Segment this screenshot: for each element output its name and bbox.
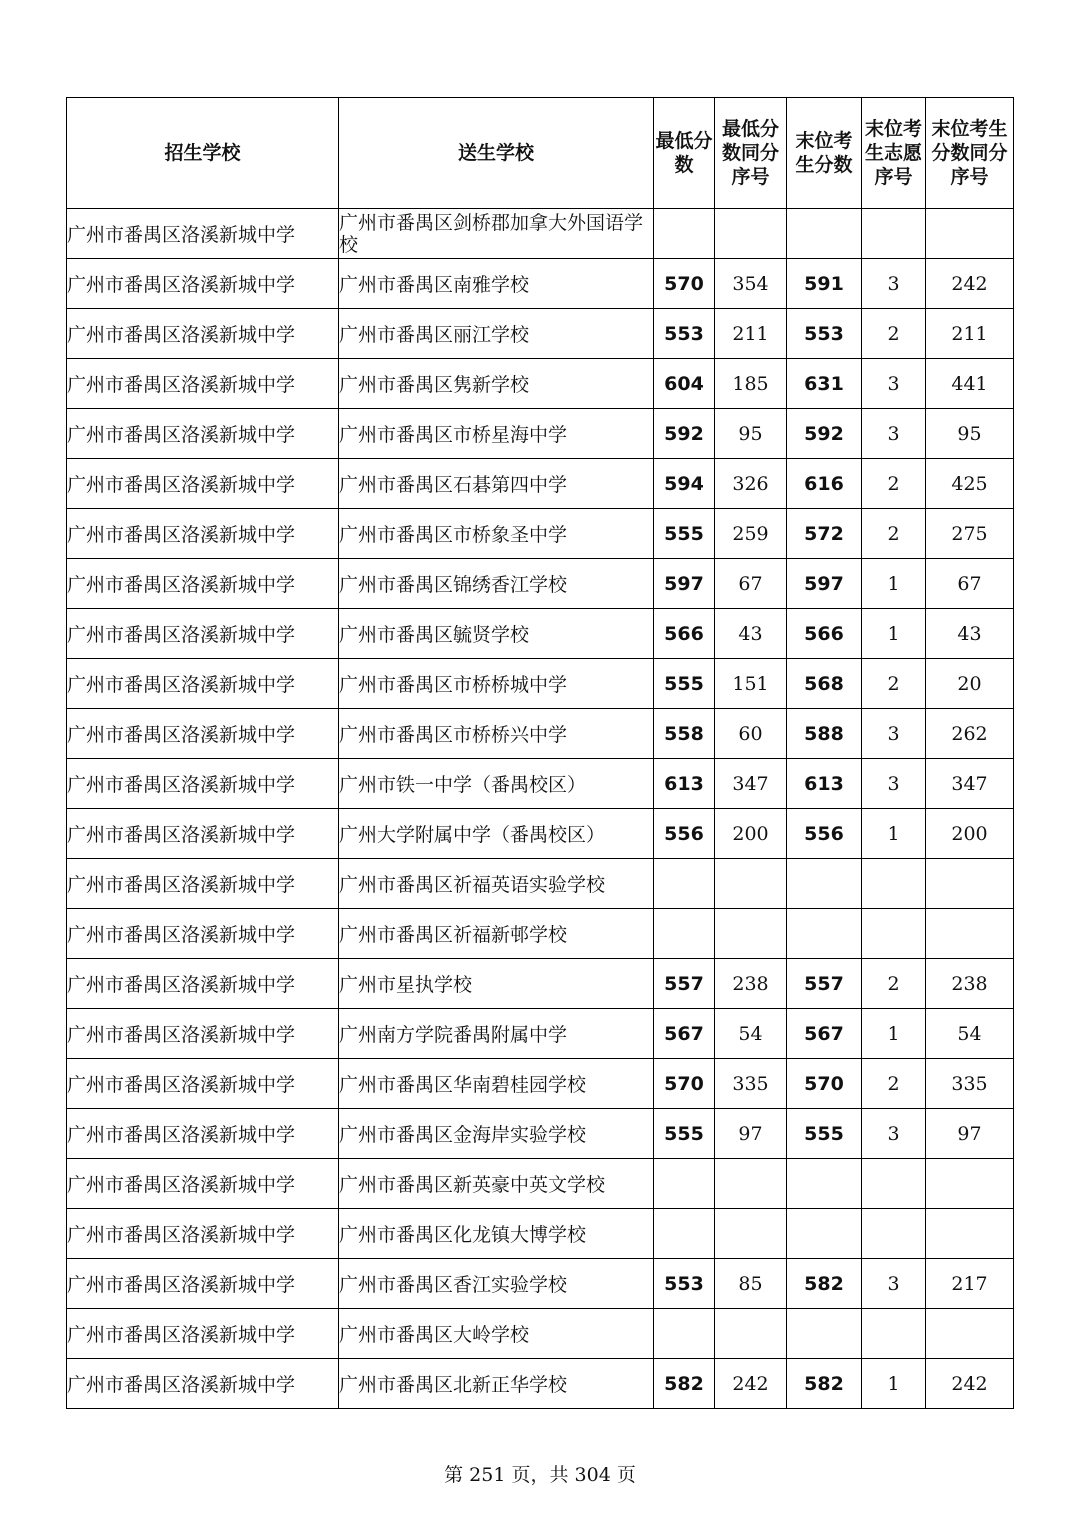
- send-school-cell: 广州市番禺区锦绣香江学校: [339, 559, 654, 609]
- table-row: [67, 1059, 1014, 1109]
- last-score-rank-cell: 67: [926, 559, 1014, 609]
- min-score-cell: [654, 209, 715, 259]
- last-pref-rank-cell: 3: [862, 759, 926, 809]
- send-school-cell: 广州大学附属中学（番禺校区）: [339, 809, 654, 859]
- table-row: [67, 709, 1014, 759]
- min-score-cell: 592: [654, 409, 715, 459]
- table-row: [67, 409, 1014, 459]
- last-pref-rank-cell: 2: [862, 959, 926, 1009]
- recv-school-cell: 广州市番禺区洛溪新城中学: [67, 359, 339, 409]
- send-school-cell: 广州市番禺区市桥桥兴中学: [339, 709, 654, 759]
- min-score-cell: 555: [654, 659, 715, 709]
- recv-school-cell: 广州市番禺区洛溪新城中学: [67, 259, 339, 309]
- last-score-rank-cell: [926, 859, 1014, 909]
- send-school-cell: 广州市番禺区市桥桥城中学: [339, 659, 654, 709]
- last-pref-rank-cell: 1: [862, 559, 926, 609]
- last-score-cell: 588: [787, 709, 862, 759]
- min-score-cell: 566: [654, 609, 715, 659]
- recv-school-cell: 广州市番禺区洛溪新城中学: [67, 409, 339, 459]
- last-pref-rank-cell: 3: [862, 359, 926, 409]
- last-score-rank-cell: [926, 1309, 1014, 1359]
- last-pref-rank-cell: [862, 859, 926, 909]
- last-score-cell: 597: [787, 559, 862, 609]
- send-school-cell: 广州市铁一中学（番禺校区）: [339, 759, 654, 809]
- last-pref-rank-cell: 3: [862, 259, 926, 309]
- min-score-cell: [654, 1309, 715, 1359]
- table-row: [67, 1009, 1014, 1059]
- min-score-rank-cell: 97: [715, 1109, 787, 1159]
- send-school-cell: 广州市番禺区化龙镇大博学校: [339, 1209, 654, 1259]
- last-score-cell: 568: [787, 659, 862, 709]
- header-row: [67, 98, 1014, 209]
- last-score-cell: [787, 1309, 862, 1359]
- last-pref-rank-cell: 1: [862, 1009, 926, 1059]
- min-score-rank-cell: [715, 209, 787, 259]
- last-score-rank-cell: 43: [926, 609, 1014, 659]
- min-score-rank-cell: 185: [715, 359, 787, 409]
- table-row: [67, 359, 1014, 409]
- last-score-cell: [787, 859, 862, 909]
- table-row: [67, 1209, 1014, 1259]
- min-score-rank-cell: 326: [715, 459, 787, 509]
- last-score-cell: 582: [787, 1359, 862, 1409]
- last-score-cell: 616: [787, 459, 862, 509]
- last-score-rank-cell: 211: [926, 309, 1014, 359]
- table-row: [67, 1259, 1014, 1309]
- table-row: [67, 309, 1014, 359]
- table-row: [67, 909, 1014, 959]
- send-school-cell: 广州南方学院番禺附属中学: [339, 1009, 654, 1059]
- last-score-rank-cell: 95: [926, 409, 1014, 459]
- min-score-cell: 570: [654, 259, 715, 309]
- min-score-cell: 594: [654, 459, 715, 509]
- last-score-cell: 572: [787, 509, 862, 559]
- table-row: [67, 609, 1014, 659]
- min-score-rank-cell: [715, 909, 787, 959]
- page-footer: 第 251 页，共 304 页: [444, 1464, 636, 1486]
- min-score-cell: 553: [654, 309, 715, 359]
- send-school-cell: 广州市番禺区祈福新邨学校: [339, 909, 654, 959]
- table-row: [67, 209, 1014, 259]
- last-pref-rank-cell: 2: [862, 659, 926, 709]
- last-score-cell: 555: [787, 1109, 862, 1159]
- last-score-rank-cell: 200: [926, 809, 1014, 859]
- header-last-pref-rank: 末位考生志愿序号: [862, 98, 926, 209]
- send-school-cell: 广州市番禺区隽新学校: [339, 359, 654, 409]
- last-score-cell: 592: [787, 409, 862, 459]
- last-pref-rank-cell: [862, 1309, 926, 1359]
- last-score-rank-cell: 54: [926, 1009, 1014, 1059]
- min-score-rank-cell: 95: [715, 409, 787, 459]
- admission-table: [66, 97, 1014, 1409]
- min-score-cell: [654, 859, 715, 909]
- last-score-rank-cell: 242: [926, 1359, 1014, 1409]
- min-score-cell: 558: [654, 709, 715, 759]
- table-row: [67, 1159, 1014, 1209]
- last-score-cell: [787, 1159, 862, 1209]
- table-row: [67, 259, 1014, 309]
- min-score-rank-cell: [715, 1159, 787, 1209]
- table-row: [67, 859, 1014, 909]
- last-score-cell: 582: [787, 1259, 862, 1309]
- recv-school-cell: 广州市番禺区洛溪新城中学: [67, 559, 339, 609]
- last-score-rank-cell: 347: [926, 759, 1014, 809]
- last-pref-rank-cell: 2: [862, 309, 926, 359]
- min-score-cell: 613: [654, 759, 715, 809]
- last-pref-rank-cell: 2: [862, 1059, 926, 1109]
- min-score-rank-cell: 347: [715, 759, 787, 809]
- recv-school-cell: 广州市番禺区洛溪新城中学: [67, 459, 339, 509]
- last-pref-rank-cell: 3: [862, 409, 926, 459]
- last-score-rank-cell: [926, 1159, 1014, 1209]
- last-pref-rank-cell: [862, 1209, 926, 1259]
- min-score-rank-cell: 60: [715, 709, 787, 759]
- recv-school-cell: 广州市番禺区洛溪新城中学: [67, 1259, 339, 1309]
- last-score-cell: 591: [787, 259, 862, 309]
- min-score-cell: 555: [654, 509, 715, 559]
- recv-school-cell: 广州市番禺区洛溪新城中学: [67, 509, 339, 559]
- min-score-rank-cell: 67: [715, 559, 787, 609]
- recv-school-cell: 广州市番禺区洛溪新城中学: [67, 959, 339, 1009]
- last-pref-rank-cell: 2: [862, 459, 926, 509]
- last-score-rank-cell: 335: [926, 1059, 1014, 1109]
- send-school-cell: 广州市番禺区新英豪中英文学校: [339, 1159, 654, 1209]
- send-school-cell: 广州市番禺区石碁第四中学: [339, 459, 654, 509]
- min-score-rank-cell: 151: [715, 659, 787, 709]
- send-school-cell: 广州市番禺区祈福英语实验学校: [339, 859, 654, 909]
- min-score-rank-cell: 211: [715, 309, 787, 359]
- min-score-rank-cell: 335: [715, 1059, 787, 1109]
- recv-school-cell: 广州市番禺区洛溪新城中学: [67, 909, 339, 959]
- header-min-score: 最低分数: [654, 98, 715, 209]
- last-score-cell: 613: [787, 759, 862, 809]
- send-school-cell: 广州市番禺区北新正华学校: [339, 1359, 654, 1409]
- recv-school-cell: 广州市番禺区洛溪新城中学: [67, 609, 339, 659]
- table-row: [67, 1309, 1014, 1359]
- min-score-cell: 570: [654, 1059, 715, 1109]
- min-score-cell: [654, 1159, 715, 1209]
- last-pref-rank-cell: 1: [862, 1359, 926, 1409]
- min-score-rank-cell: 242: [715, 1359, 787, 1409]
- recv-school-cell: 广州市番禺区洛溪新城中学: [67, 1009, 339, 1059]
- min-score-cell: 556: [654, 809, 715, 859]
- header-min-score-rank: 最低分数同分序号: [715, 98, 787, 209]
- recv-school-cell: 广州市番禺区洛溪新城中学: [67, 859, 339, 909]
- last-score-cell: [787, 1209, 862, 1259]
- send-school-cell: 广州市星执学校: [339, 959, 654, 1009]
- last-score-cell: 567: [787, 1009, 862, 1059]
- table-row: [67, 759, 1014, 809]
- send-school-cell: 广州市番禺区香江实验学校: [339, 1259, 654, 1309]
- last-pref-rank-cell: 3: [862, 709, 926, 759]
- last-pref-rank-cell: [862, 909, 926, 959]
- send-school-cell: 广州市番禺区市桥星海中学: [339, 409, 654, 459]
- send-school-cell: 广州市番禺区剑桥郡加拿大外国语学校: [339, 209, 654, 259]
- last-score-cell: 570: [787, 1059, 862, 1109]
- table-row: [67, 459, 1014, 509]
- send-school-cell: 广州市番禺区大岭学校: [339, 1309, 654, 1359]
- min-score-rank-cell: 238: [715, 959, 787, 1009]
- last-score-rank-cell: 262: [926, 709, 1014, 759]
- last-score-cell: 631: [787, 359, 862, 409]
- last-score-rank-cell: [926, 209, 1014, 259]
- send-school-cell: 广州市番禺区金海岸实验学校: [339, 1109, 654, 1159]
- min-score-rank-cell: 54: [715, 1009, 787, 1059]
- recv-school-cell: 广州市番禺区洛溪新城中学: [67, 759, 339, 809]
- table-row: [67, 1359, 1014, 1409]
- last-pref-rank-cell: 1: [862, 609, 926, 659]
- min-score-cell: [654, 1209, 715, 1259]
- last-score-cell: 553: [787, 309, 862, 359]
- send-school-cell: 广州市番禺区华南碧桂园学校: [339, 1059, 654, 1109]
- min-score-cell: 582: [654, 1359, 715, 1409]
- min-score-cell: 597: [654, 559, 715, 609]
- table-row: [67, 959, 1014, 1009]
- recv-school-cell: 广州市番禺区洛溪新城中学: [67, 1309, 339, 1359]
- recv-school-cell: 广州市番禺区洛溪新城中学: [67, 1359, 339, 1409]
- last-pref-rank-cell: [862, 1159, 926, 1209]
- recv-school-cell: 广州市番禺区洛溪新城中学: [67, 709, 339, 759]
- recv-school-cell: 广州市番禺区洛溪新城中学: [67, 1209, 339, 1259]
- recv-school-cell: 广州市番禺区洛溪新城中学: [67, 1059, 339, 1109]
- last-score-cell: 556: [787, 809, 862, 859]
- min-score-rank-cell: [715, 1209, 787, 1259]
- last-score-rank-cell: [926, 1209, 1014, 1259]
- last-pref-rank-cell: 3: [862, 1259, 926, 1309]
- last-pref-rank-cell: 1: [862, 809, 926, 859]
- min-score-rank-cell: 43: [715, 609, 787, 659]
- send-school-cell: 广州市番禺区丽江学校: [339, 309, 654, 359]
- recv-school-cell: 广州市番禺区洛溪新城中学: [67, 1159, 339, 1209]
- recv-school-cell: 广州市番禺区洛溪新城中学: [67, 309, 339, 359]
- min-score-cell: 604: [654, 359, 715, 409]
- min-score-cell: 567: [654, 1009, 715, 1059]
- table-row: [67, 559, 1014, 609]
- last-score-rank-cell: 275: [926, 509, 1014, 559]
- send-school-cell: 广州市番禺区市桥象圣中学: [339, 509, 654, 559]
- table-row: [67, 659, 1014, 709]
- last-score-rank-cell: 20: [926, 659, 1014, 709]
- min-score-cell: [654, 909, 715, 959]
- min-score-rank-cell: [715, 859, 787, 909]
- recv-school-cell: 广州市番禺区洛溪新城中学: [67, 209, 339, 259]
- table-row: [67, 1109, 1014, 1159]
- last-pref-rank-cell: [862, 209, 926, 259]
- send-school-cell: 广州市番禺区毓贤学校: [339, 609, 654, 659]
- min-score-rank-cell: [715, 1309, 787, 1359]
- min-score-rank-cell: 259: [715, 509, 787, 559]
- min-score-cell: 555: [654, 1109, 715, 1159]
- min-score-rank-cell: 200: [715, 809, 787, 859]
- header-last-score: 末位考生分数: [787, 98, 862, 209]
- header-send-school: 送生学校: [339, 98, 654, 209]
- min-score-cell: 553: [654, 1259, 715, 1309]
- recv-school-cell: 广州市番禺区洛溪新城中学: [67, 1109, 339, 1159]
- header-recv-school: 招生学校: [67, 98, 339, 209]
- last-score-rank-cell: 441: [926, 359, 1014, 409]
- recv-school-cell: 广州市番禺区洛溪新城中学: [67, 809, 339, 859]
- table-row: [67, 809, 1014, 859]
- min-score-rank-cell: 354: [715, 259, 787, 309]
- last-pref-rank-cell: 2: [862, 509, 926, 559]
- last-score-cell: [787, 909, 862, 959]
- last-score-cell: 557: [787, 959, 862, 1009]
- last-score-rank-cell: [926, 909, 1014, 959]
- send-school-cell: 广州市番禺区南雅学校: [339, 259, 654, 309]
- last-score-cell: [787, 209, 862, 259]
- last-pref-rank-cell: 3: [862, 1109, 926, 1159]
- last-score-rank-cell: 242: [926, 259, 1014, 309]
- min-score-cell: 557: [654, 959, 715, 1009]
- header-last-score-rank: 末位考生分数同分序号: [926, 98, 1014, 209]
- last-score-rank-cell: 425: [926, 459, 1014, 509]
- last-score-rank-cell: 238: [926, 959, 1014, 1009]
- last-score-rank-cell: 97: [926, 1109, 1014, 1159]
- table-row: [67, 509, 1014, 559]
- last-score-rank-cell: 217: [926, 1259, 1014, 1309]
- last-score-cell: 566: [787, 609, 862, 659]
- recv-school-cell: 广州市番禺区洛溪新城中学: [67, 659, 339, 709]
- min-score-rank-cell: 85: [715, 1259, 787, 1309]
